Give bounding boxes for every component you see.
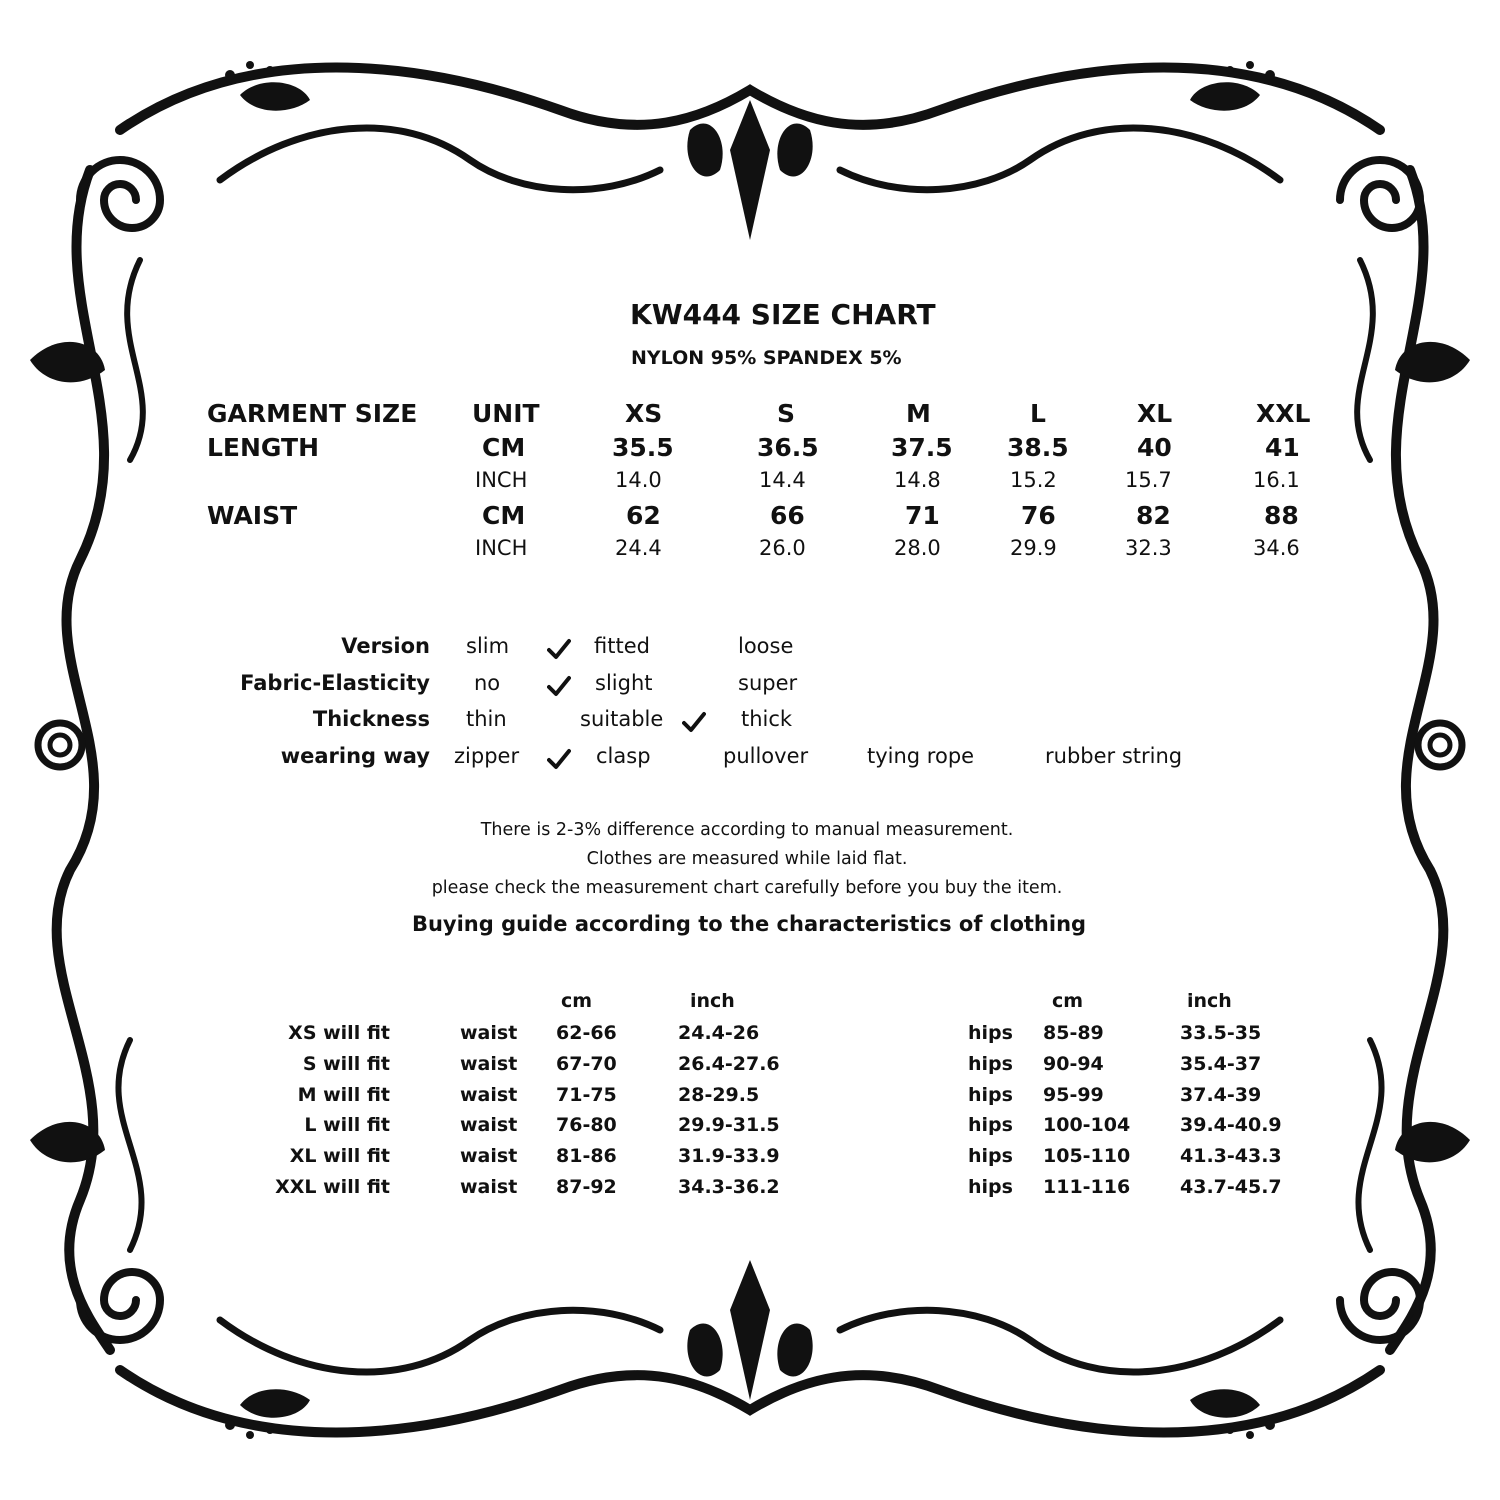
version-option-fitted: fitted: [594, 634, 650, 658]
note-line-1: There is 2-3% difference according to manual measurement.: [480, 820, 1014, 840]
length-inch-l: 15.2: [1010, 468, 1057, 492]
length-label: LENGTH: [207, 433, 319, 462]
guide-waist-cm: 62-66: [556, 1022, 617, 1044]
guide-hips-label: hips: [968, 1022, 1013, 1044]
wearing-option-zipper: zipper: [454, 744, 520, 768]
thickness-option-suitable: suitable: [580, 707, 664, 731]
waist-cm-unit: CM: [482, 501, 526, 530]
waist-cm-xl: 82: [1136, 501, 1171, 530]
waist-cm-l: 76: [1021, 501, 1056, 530]
guide-waist-cm: 81-86: [556, 1145, 617, 1167]
guide-waist-cm: 87-92: [556, 1176, 617, 1198]
length-inch-m: 14.8: [894, 468, 941, 492]
chart-title: KW444 SIZE CHART: [630, 298, 936, 331]
size-header-xs: XS: [625, 399, 663, 428]
guide-hips-inch: 33.5-35: [1180, 1022, 1262, 1044]
elasticity-option-no: no: [474, 671, 501, 695]
guide-hips-inch: 35.4-37: [1180, 1053, 1262, 1075]
guide-hips-cm: 100-104: [1043, 1114, 1131, 1136]
guide-hips-cm: 90-94: [1043, 1053, 1104, 1075]
guide-fit-label: M will fit: [297, 1084, 390, 1106]
guide-waist-label: waist: [460, 1084, 518, 1106]
size-header-l: L: [1030, 399, 1046, 428]
waist-inch-xs: 24.4: [615, 536, 662, 560]
guide-waist-inch: 29.9-31.5: [678, 1114, 780, 1136]
length-inch-xxl: 16.1: [1253, 468, 1300, 492]
wearing-option-rubber-string: rubber string: [1045, 744, 1183, 768]
wearing-way-label: wearing way: [280, 744, 430, 768]
guide-waist-inch: 34.3-36.2: [678, 1176, 780, 1198]
guide-hips-cm: 95-99: [1043, 1084, 1104, 1106]
waist-cm-s: 66: [770, 501, 805, 530]
thickness-label: Thickness: [312, 707, 430, 731]
length-inch-unit: INCH: [475, 468, 528, 492]
material-composition: NYLON 95% SPANDEX 5%: [631, 347, 902, 369]
guide-waist-label: waist: [460, 1114, 518, 1136]
size-header-m: M: [906, 399, 931, 428]
guide-fit-label: XS will fit: [288, 1022, 390, 1044]
guide-fit-label: L will fit: [304, 1114, 390, 1136]
length-cm-s: 36.5: [757, 433, 819, 462]
guide-hips-label: hips: [968, 1145, 1013, 1167]
guide-hips-inch: 37.4-39: [1180, 1084, 1262, 1106]
guide-waist-cm: 76-80: [556, 1114, 617, 1136]
waist-inch-m: 28.0: [894, 536, 941, 560]
guide-hips-label: hips: [968, 1084, 1013, 1106]
version-option-slim: slim: [466, 634, 510, 658]
guide-hips-inch: 39.4-40.9: [1180, 1114, 1282, 1136]
guide-waist-cm-header: cm: [561, 990, 593, 1012]
wearing-option-clasp: clasp: [596, 744, 651, 768]
check-icon: [547, 748, 571, 770]
guide-waist-label: waist: [460, 1176, 518, 1198]
check-icon: [547, 675, 571, 697]
size-header-xl: XL: [1137, 399, 1173, 428]
buying-guide-title: Buying guide according to the characteristics of clothing: [411, 912, 1087, 936]
guide-hips-inch: 43.7-45.7: [1180, 1176, 1282, 1198]
garment-size-header: GARMENT SIZE: [207, 399, 418, 428]
waist-label: WAIST: [207, 501, 298, 530]
length-cm-unit: CM: [482, 433, 526, 462]
thickness-option-thin: thin: [466, 707, 507, 731]
guide-hips-cm: 85-89: [1043, 1022, 1104, 1044]
length-cm-xl: 40: [1137, 433, 1172, 462]
check-icon: [682, 711, 706, 733]
size-header-xxl: XXL: [1256, 399, 1311, 428]
guide-hips-cm: 105-110: [1043, 1145, 1131, 1167]
guide-fit-label: XL will fit: [289, 1145, 390, 1167]
unit-header: UNIT: [472, 399, 540, 428]
guide-waist-inch: 28-29.5: [678, 1084, 760, 1106]
waist-inch-s: 26.0: [759, 536, 806, 560]
guide-waist-cm: 67-70: [556, 1053, 617, 1075]
waist-inch-xxl: 34.6: [1253, 536, 1300, 560]
note-line-2: Clothes are measured while laid flat.: [586, 849, 908, 869]
guide-waist-inch: 31.9-33.9: [678, 1145, 780, 1167]
version-label: Version: [341, 634, 430, 658]
guide-waist-inch: 24.4-26: [678, 1022, 760, 1044]
note-line-3: please check the measurement chart carefully before you buy the item.: [431, 878, 1063, 898]
guide-hips-inch-header: inch: [1187, 990, 1232, 1012]
length-cm-m: 37.5: [891, 433, 953, 462]
elasticity-option-super: super: [738, 671, 798, 695]
wearing-option-pullover: pullover: [723, 744, 809, 768]
elasticity-option-slight: slight: [595, 671, 653, 695]
guide-hips-inch: 41.3-43.3: [1180, 1145, 1282, 1167]
version-option-loose: loose: [738, 634, 794, 658]
waist-cm-m: 71: [905, 501, 940, 530]
waist-cm-xxl: 88: [1264, 501, 1299, 530]
guide-fit-label: XXL will fit: [275, 1176, 390, 1198]
length-inch-xl: 15.7: [1125, 468, 1172, 492]
length-inch-s: 14.4: [759, 468, 806, 492]
guide-hips-cm: 111-116: [1043, 1176, 1131, 1198]
waist-inch-unit: INCH: [475, 536, 528, 560]
guide-hips-label: hips: [968, 1114, 1013, 1136]
guide-waist-inch: 26.4-27.6: [678, 1053, 780, 1075]
guide-hips-label: hips: [968, 1176, 1013, 1198]
waist-inch-l: 29.9: [1010, 536, 1057, 560]
size-header-s: S: [777, 399, 796, 428]
length-cm-l: 38.5: [1007, 433, 1069, 462]
waist-inch-xl: 32.3: [1125, 536, 1172, 560]
guide-fit-label: S will fit: [302, 1053, 390, 1075]
fabric-elasticity-label: Fabric-Elasticity: [240, 671, 430, 695]
length-cm-xxl: 41: [1265, 433, 1300, 462]
guide-waist-cm: 71-75: [556, 1084, 617, 1106]
guide-hips-cm-header: cm: [1052, 990, 1084, 1012]
wearing-option-tying-rope: tying rope: [867, 744, 975, 768]
guide-waist-label: waist: [460, 1053, 518, 1075]
guide-waist-inch-header: inch: [690, 990, 735, 1012]
waist-cm-xs: 62: [626, 501, 661, 530]
guide-waist-label: waist: [460, 1022, 518, 1044]
check-icon: [547, 638, 571, 660]
length-inch-xs: 14.0: [615, 468, 662, 492]
thickness-option-thick: thick: [741, 707, 793, 731]
length-cm-xs: 35.5: [612, 433, 674, 462]
guide-waist-label: waist: [460, 1145, 518, 1167]
guide-hips-label: hips: [968, 1053, 1013, 1075]
